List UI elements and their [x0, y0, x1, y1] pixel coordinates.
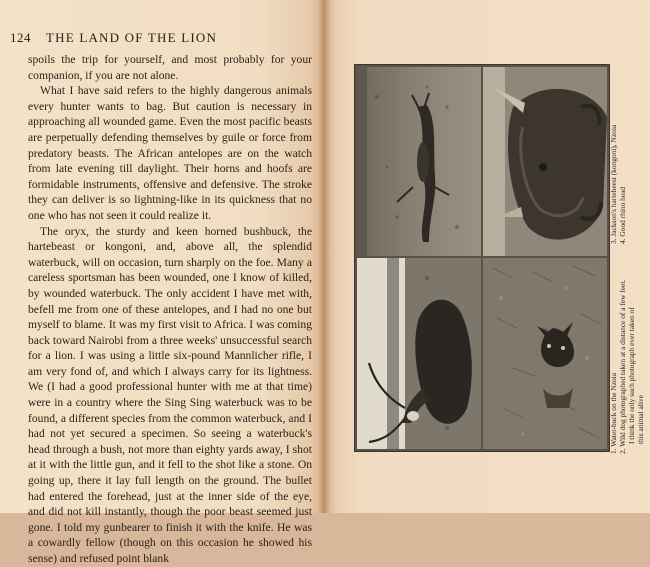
photo-wild-dog [483, 258, 607, 449]
book-title: THE LAND OF THE LION [46, 30, 218, 45]
caption-1: 1. Water-buck on the Nzoia [609, 372, 618, 454]
caption-2: 2. Wild dog photographed taken at a distance of a few feet. [618, 279, 627, 454]
paragraph: spoils the trip for yourself, and most probably for your companion, if you are not alone. [28, 53, 312, 82]
left-page [0, 0, 324, 565]
photo-waterbuck [357, 258, 481, 449]
page-number: 124 [10, 30, 31, 45]
photo-rhino [483, 67, 607, 256]
paragraph: What I have said refers to the highly dangerous animals every hunter wants to bag. But caution is necessary in approaching all wounded game. Even the most pacific beasts are perpetually defending themselves by guile or force from predatory beasts. The African antelopes are on the watch from late evening till daylight. Their horns and hoofs are formidable instruments, offensive and defensive. The stroke they can deliver is so lightning-like in its quickness that no one who has not seen it could realize it. [28, 84, 312, 222]
book-gutter [318, 0, 330, 513]
photo-plate [354, 64, 610, 452]
paragraph: The oryx, the sturdy and keen horned bushbuck, the hartebeast or kongoni, and, above all, the splendid waterbuck, will on occasion, turn sharply on the foe. Many a careless sportsman has been wounded, one I know of killed, by wounded waterbuck. The only accident I have met with, befell me from one of these antelopes, and I had no one but myself to blame. It was my first visit to Africa. I was coming back toward Nairobi from a three weeks' unsuccessful search for a lion. I was using a little six-pound Mannlicher rifle, I am very fond of, and which I always carry for its lightness. We (I had a good professional hunter with me at that time) were in a country where the Sing Sing waterbuck was to be found, a different species from the common waterbuck, and I had not yet secured a specimen. So seeing a waterbuck's head through a bush, not more than eighty yards away, I shot at it with the little gun, and it fell to the shot like a stone. On going up, there it lay full length on the ground. The bullet had entered the forehead, just at the inner side of the eye, and did not kill instantly, though the poor beast seemed just gone. I told my gunbearer to finish it with the knife. He was a cowardly fellow (though on this occasion he showed his sense) and refused point blank [28, 224, 312, 565]
caption-2-line-2: I think the only such photograph ever taken of [627, 307, 636, 444]
body-text [28, 52, 312, 567]
caption-2-line-3: this animal alive [636, 395, 645, 444]
caption-4: 4. Good rhino head [618, 186, 627, 244]
photo-antelope [357, 67, 481, 256]
caption-3: 3. Jackson's hartebeest (kongoni), Nzoia [609, 124, 618, 244]
running-head [10, 30, 310, 46]
